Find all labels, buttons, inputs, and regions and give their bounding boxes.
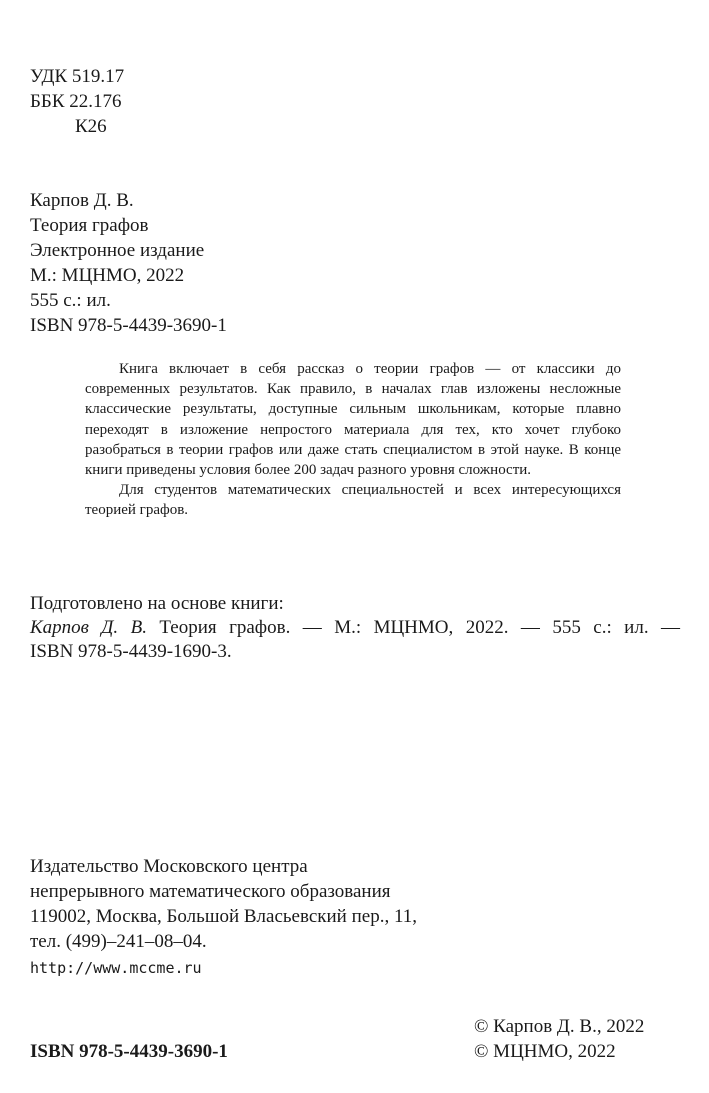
book-publisher-year: М.: МЦНМО, 2022 [30,265,185,286]
udk-code: УДК 519.17 [30,66,125,87]
bbk-code: ББК 22.176 [30,91,122,112]
publisher-url[interactable]: http://www.mccme.ru [30,959,202,977]
book-edition: Электронное издание [30,240,205,261]
source-heading: Подготовлено на основе книги: [30,593,284,614]
copyright-author: © Карпов Д. В., 2022 [474,1016,645,1037]
copyright-publisher: © МЦНМО, 2022 [474,1041,616,1062]
book-author: Карпов Д. В. [30,190,134,211]
source-rest: Теория графов. — М.: МЦНМО, 2022. — 555 с.: ил. — [159,617,681,638]
source-author: Карпов Д. В. [30,617,147,638]
source-line-1 [30,616,680,640]
book-pages: 555 с.: ил. [30,290,111,311]
publisher-line-2: непрерывного математического образования [30,881,391,902]
book-title: Теория графов [30,215,149,236]
book-isbn: ISBN 978-5-4439-3690-1 [30,315,227,336]
abstract [85,359,621,521]
footer-isbn: ISBN 978-5-4439-3690-1 [30,1041,228,1062]
publisher-phone: тел. (499)–241–08–04. [30,931,207,952]
abstract-paragraph-1: Книга включает в себя рассказ о теории графов — от классики до современных результатов. Как правило, в началах глав изложены несложные классические результаты, доступные сильным школьникам, которые плавно переходят в изложение непростого материала для тех, кто хочет глубоко разобраться в теории графов или даже стать специалистом в этой науке. В конце книги приведены условия более 200 задач разного уровня сложности. [85,361,621,479]
publisher-address: 119002, Москва, Большой Власьевский пер., 11, [30,906,417,927]
author-mark: К26 [75,116,107,137]
publisher-line-1: Издательство Московского центра [30,856,308,877]
abstract-paragraph-2: Для студентов математических специальностей и всех интересующихся теорией графов. [85,482,621,519]
source-isbn: ISBN 978-5-4439-1690-3. [30,641,232,662]
source-reference [30,592,680,664]
